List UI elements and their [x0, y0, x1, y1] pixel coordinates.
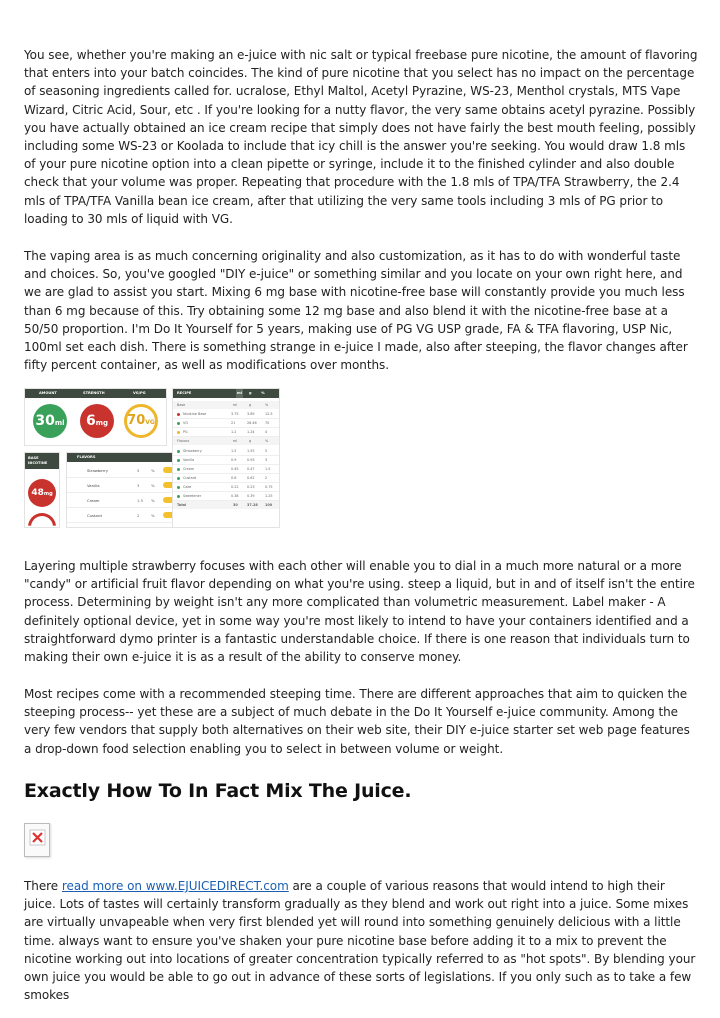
- flavors-panel: [66, 452, 192, 528]
- base-unit: mg: [43, 491, 53, 497]
- recipe-row-g: 0.47: [247, 466, 255, 471]
- recipe-row-ml: 1.5: [231, 448, 237, 453]
- recipe-row-g: 0.62: [247, 475, 255, 480]
- recipe-row-pct: 5: [265, 448, 268, 453]
- summary-header: [25, 389, 166, 398]
- base-nicotine-panel: [24, 452, 60, 528]
- recipe-total-label: Total: [177, 503, 187, 508]
- recipe-row-divider: [173, 473, 279, 474]
- recipe-row-pct: 12.5: [265, 412, 273, 417]
- flavor-row-value: 2: [137, 513, 140, 518]
- flavor-row-name: Cream: [87, 498, 100, 503]
- flavor-row-name: Custard: [87, 513, 102, 518]
- header-vgpg: VG/PG: [133, 391, 146, 395]
- flavors-title: FLAVORS: [77, 455, 96, 459]
- amount-value: 30: [35, 413, 55, 429]
- flavor-row-value: 5: [137, 468, 140, 473]
- recipe-row-name: Cake: [183, 484, 192, 489]
- recipe-header: [173, 389, 279, 398]
- recipe-col-g: g: [249, 403, 252, 407]
- recipe-row-name: PG: [183, 430, 188, 435]
- recipe-row-g: 1.24: [247, 430, 255, 435]
- recipe-row-dot: [177, 431, 180, 434]
- flavor-row-unit: %: [151, 498, 155, 503]
- recipe-row-name: Cream: [183, 466, 195, 471]
- paragraph-5-start: There: [24, 879, 62, 893]
- recipe-row-divider: [173, 427, 279, 428]
- recipe-row-name: Sweetener: [183, 494, 202, 498]
- base-value: 48: [31, 488, 44, 498]
- recipe-row-ml: 3.75: [231, 412, 239, 417]
- recipe-row-ml: 0.22: [231, 484, 239, 489]
- flavor-row-divider: [67, 492, 188, 493]
- recipe-total-pct: 100: [265, 503, 273, 508]
- recipe-row-ml: 1.2: [231, 430, 237, 435]
- recipe-row-pct: 2: [265, 475, 268, 480]
- recipe-row-name: Vanilla: [183, 457, 195, 462]
- recipe-row-g: 1.55: [247, 448, 255, 453]
- recipe-col-ml: ml: [233, 439, 238, 444]
- strength-value: 6: [85, 413, 96, 429]
- recipe-col-g: g: [249, 439, 252, 444]
- article-paragraph-3: Layering multiple strawberry focuses with each other will enable you to dial in a much more natural or a more "candy" or artificial fruit flavor depending on what you're using. steep a liquid, but in and of itself isn't the entire process. Determining by weight isn't any more complicated than volumetric measurement. Label maker - A definitely optional device, yet in some way you're most likely to intend to have your containers identified and a straightforward dymo printer is a fantastic understandable choice. If there is one reason that individuals turn to making their own e-juice it is as a result of the ability to conserve money.: [24, 559, 695, 665]
- flavor-row-value: 3: [137, 483, 140, 488]
- flavor-row-unit: %: [151, 513, 155, 518]
- base-nicotine-header: [25, 453, 59, 469]
- strength-unit: mg: [95, 419, 109, 427]
- recipe-row-dot: [177, 468, 180, 471]
- article-paragraph-2: The vaping area is as much concerning originality and also customization, as it has to do with wonderful taste and choices. So, you've googled "DIY e-juice" or something similar and you locate on your own right here, and we are glad to assist you start. Mixing 6 mg base with nicotine-free base will constantly provide you much less than 6 mg because of this. Try obtaining some 12 mg base and also blend it with the nicotine-free base at a 50/50 proportion. I'm Do It Yourself for 5 years, making use of PG VG USP grade, FA & TFA flavoring, USP Nic, 100ml set each dish. There is something strange in e-juice I made, also after steeping, the flavor changes after fifty percent container, as well as modifications over months.: [24, 249, 688, 373]
- recipe-row-ml: 0.6: [231, 475, 237, 480]
- article-paragraph-4: Most recipes come with a recommended steeping time. There are different approaches that aim to quicken the steeping process-- yet these are a subject of much debate in the Do It Yourself e-juice community. Among the very few vendors that supply both alternatives on their web site, their DIY e-juice starter set web page features a drop-down food selection enabling you to select in between volume or weight.: [24, 687, 690, 756]
- recipe-row-ml: 21: [231, 421, 236, 426]
- vgpg-circle: [124, 404, 158, 438]
- recipe-row-pct: 70: [265, 421, 270, 426]
- flavors-header: [67, 453, 188, 462]
- header-amount: AMOUNT: [39, 391, 57, 395]
- recipe-row-dot: [177, 486, 180, 489]
- recipe-section-bg: [173, 401, 279, 409]
- flavor-row-name: Vanilla: [87, 483, 100, 488]
- base-header-line1: BASE: [28, 456, 39, 460]
- flavor-row-divider: [67, 507, 188, 508]
- amount-circle: [33, 404, 67, 438]
- base-circle: [28, 479, 56, 507]
- recipe-row-pct: 1.5: [265, 466, 271, 471]
- recipe-row-divider: [173, 418, 279, 419]
- flavor-row-value: 1.5: [137, 498, 144, 503]
- recipe-row-dot: [177, 477, 180, 480]
- header-strength: STRENGTH: [83, 391, 105, 395]
- recipe-row-g: 3.89: [247, 412, 255, 417]
- flavor-row-divider: [67, 477, 188, 478]
- recipe-section-label: Flavors: [177, 439, 190, 444]
- recipe-row-g: 26.46: [247, 421, 257, 426]
- recipe-row-dot: [177, 413, 180, 416]
- recipe-row-pct: 1.25: [265, 494, 273, 498]
- flavor-row-divider: [67, 522, 188, 523]
- recipe-row-name: Nicotine Base: [183, 412, 207, 417]
- recipe-row-pct: 4: [265, 430, 268, 435]
- vgpg-value: 70: [127, 413, 146, 428]
- recipe-row-ml: 0.9: [231, 457, 237, 462]
- recipe-row-divider: [173, 482, 279, 483]
- recipe-pct-toggle: %: [261, 391, 265, 395]
- recipe-section-label: Base: [177, 403, 186, 407]
- recipe-col-pct: %: [265, 403, 269, 407]
- flavor-row-unit: %: [151, 483, 155, 488]
- recipe-row-dot: [177, 459, 180, 462]
- recipe-row-dot: [177, 422, 180, 425]
- ejuice-calculator-image: [24, 388, 280, 528]
- recipe-panel: [172, 388, 280, 528]
- recipe-g-toggle: g: [249, 391, 252, 395]
- recipe-row-divider: [173, 464, 279, 465]
- recipe-col-pct: %: [265, 439, 269, 444]
- recipe-total-ml: 30: [233, 503, 238, 508]
- recipe-row-pct: 0.75: [265, 484, 273, 489]
- recipe-row-g: 0.23: [247, 484, 255, 489]
- recipe-row-dot: [177, 450, 180, 453]
- recipe-total-bg: [173, 501, 279, 509]
- recipe-row-name: VG: [183, 421, 188, 426]
- recipe-row-name: Custard: [183, 475, 197, 480]
- amount-unit: ml: [54, 419, 65, 427]
- recipe-row-ml: 0.45: [231, 466, 239, 471]
- recipe-row-pct: 3: [265, 457, 268, 462]
- vgpg-unit: VG: [145, 419, 155, 426]
- article-paragraph-5: [24, 877, 699, 1004]
- base-circle-partial: [28, 513, 56, 541]
- recipe-col-ml: ml: [233, 403, 238, 407]
- broken-image-x-icon: [26, 825, 50, 849]
- recipe-row-g: 0.39: [247, 494, 255, 498]
- paragraph-5-rest: are a couple of various reasons that would intend to high their juice. Lots of tastes will certainly transform gradually as they blend and work out right into a juice. Some mixes are virtually unvapeable when very first blended yet will round into something genuinely delicious with a little time. always want to ensure you've shaken your pure nicotine base before adding it to a mix to prevent the nicotine working out into locations of greater concentration typically referred to as "hot spots". By blending your own juice you would be able to go out in advance of these sorts of legislations. If you only such as to take a few smokes: [24, 879, 696, 1003]
- ejuicedirect-link[interactable]: read more on www.EJUICEDIRECT.com: [61, 879, 289, 893]
- recipe-row-g: 0.93: [247, 457, 255, 462]
- recipe-row-divider: [173, 491, 279, 492]
- strength-circle: [80, 404, 114, 438]
- section-heading: Exactly How To In Fact Mix The Juice.: [24, 780, 412, 802]
- base-header-line2: NICOTINE: [28, 461, 48, 465]
- recipe-title: RECIPE: [177, 391, 192, 395]
- summary-panel: [24, 388, 167, 446]
- broken-image-icon: [24, 823, 50, 857]
- recipe-row-name: Strawberry: [183, 448, 202, 453]
- flavor-row-unit: %: [151, 468, 155, 473]
- recipe-row-ml: 0.38: [231, 494, 239, 498]
- recipe-ml-toggle: ml: [236, 389, 243, 398]
- article-paragraph-1: You see, whether you're making an e-juice with nic salt or typical freebase pure nicotine, the amount of flavoring that enters into your batch coincides. The kind of pure nicotine that you select has no impact on the percentage of seasoning ingredients called for. ucralose, Ethyl Maltol, Acetyl Pyrazine, WS-23, Menthol crystals, MTS Vape Wizard, Citric Acid, Sour, etc . If you're looking for a nutty flavor, the very same obtains acetyl pyrazine. Possibly you have actually obtained an ice cream recipe that simply does not have fairly the best mouth feeling, possibly including some WS-23 or Koolada to include that icy chill is the answer you're seeking. You would draw 1.8 mls of your pure nicotine option into a clean pipette or syringe, include it to the finished cylinder and also double check that your volume was proper. Repeating that procedure with the 1.8 mls of TPA/TFA Strawberry, the 2.4 mls of TPA/TFA Vanilla bean ice cream, after that utilizing the very same tools including 3 mls of PG prior to loading to 30 mls of liquid with VG.: [24, 48, 698, 226]
- recipe-row-dot: [177, 495, 180, 498]
- recipe-total-g: 37.28: [247, 503, 258, 508]
- flavor-row-name: Strawberry: [87, 468, 108, 473]
- recipe-row-divider: [173, 455, 279, 456]
